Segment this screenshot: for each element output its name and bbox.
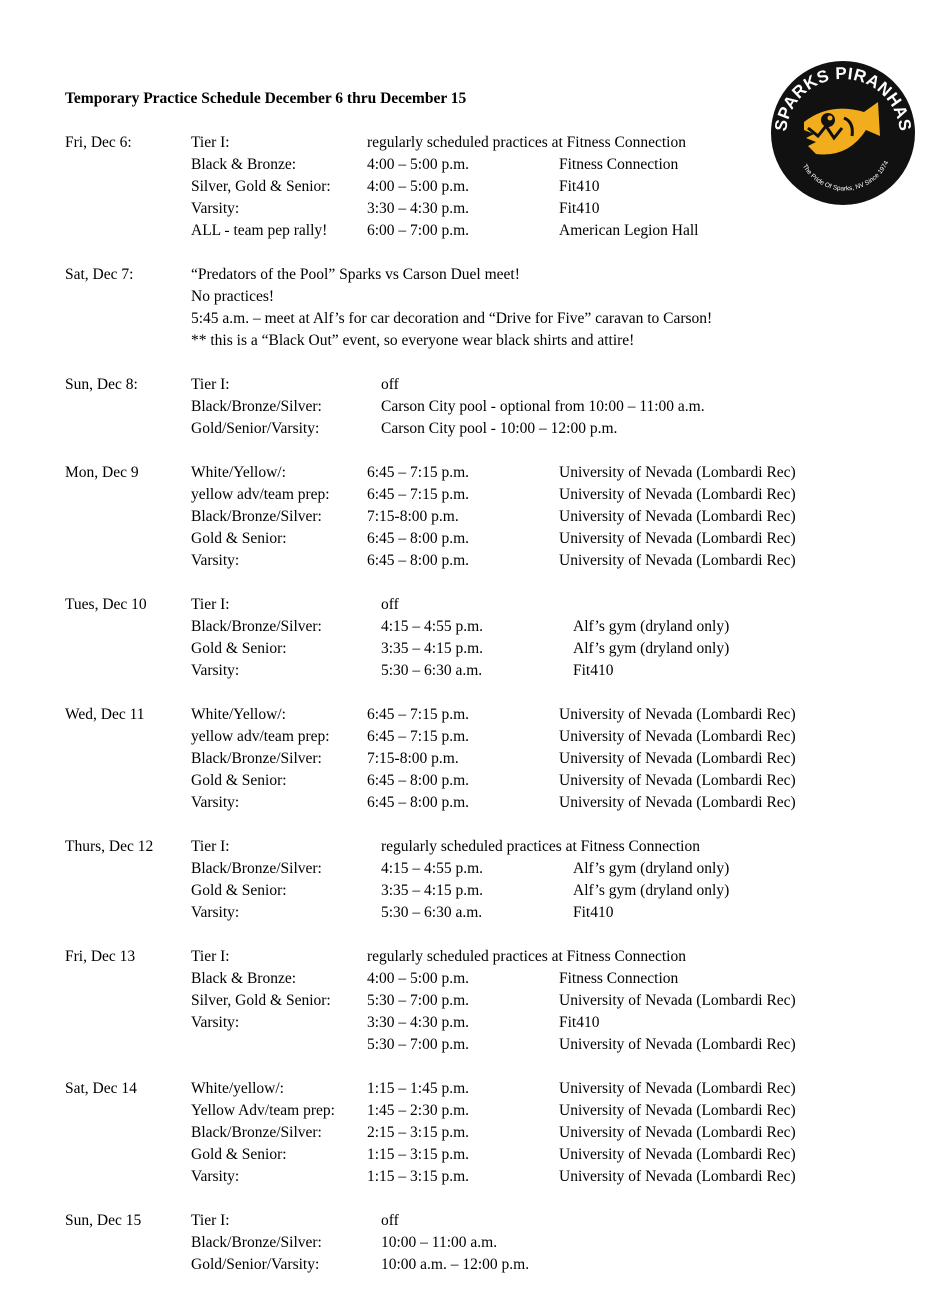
group-name: Black/Bronze/Silver:: [191, 398, 322, 415]
group-name: Tier I:: [191, 838, 230, 855]
schedule-row: [65, 902, 925, 924]
day-note: No practices!: [191, 288, 275, 305]
practice-time: Carson City pool - optional from 10:00 – 11:00 a.m.: [381, 398, 705, 415]
schedule-row: [65, 594, 925, 616]
practice-time: 5:30 – 7:00 p.m.: [367, 992, 470, 1009]
page-title: Temporary Practice Schedule December 6 thru December 15: [65, 90, 467, 107]
schedule-row: [65, 880, 925, 902]
practice-location: University of Nevada (Lombardi Rec): [559, 508, 796, 525]
schedule-row: [65, 836, 925, 858]
schedule-row: [65, 1232, 925, 1254]
practice-time: 6:45 – 8:00 p.m.: [367, 552, 470, 569]
day-label: Tues, Dec 10: [65, 596, 147, 613]
schedule-row: [65, 528, 925, 550]
group-name: Gold & Senior:: [191, 882, 287, 899]
group-name: Gold & Senior:: [191, 1146, 287, 1163]
group-name: Black/Bronze/Silver:: [191, 508, 322, 525]
group-name: Gold/Senior/Varsity:: [191, 1256, 320, 1273]
group-name: Gold/Senior/Varsity:: [191, 420, 320, 437]
practice-location: University of Nevada (Lombardi Rec): [559, 794, 796, 811]
practice-location: University of Nevada (Lombardi Rec): [559, 1146, 796, 1163]
schedule-row: [65, 792, 925, 814]
day-block: [65, 374, 925, 440]
practice-time: 2:15 – 3:15 p.m.: [367, 1124, 470, 1141]
practice-location: Fitness Connection: [559, 970, 679, 987]
schedule-row: [65, 286, 925, 308]
practice-time: 10:00 a.m. – 12:00 p.m.: [381, 1256, 530, 1273]
practice-time: 1:45 – 2:30 p.m.: [367, 1102, 470, 1119]
schedule-row: [65, 638, 925, 660]
practice-time: 5:30 – 7:00 p.m.: [367, 1036, 470, 1053]
day-label: Sun, Dec 15: [65, 1212, 142, 1229]
group-name: Varsity:: [191, 904, 240, 921]
schedule-row: [65, 968, 925, 990]
day-block: [65, 704, 925, 814]
practice-time: 6:45 – 8:00 p.m.: [367, 530, 470, 547]
practice-time: 7:15-8:00 p.m.: [367, 750, 459, 767]
schedule-row: [65, 462, 925, 484]
practice-location: University of Nevada (Lombardi Rec): [559, 706, 796, 723]
group-name: yellow adv/team prep:: [191, 728, 330, 745]
practice-time: 4:00 – 5:00 p.m.: [367, 178, 470, 195]
schedule-row: [65, 1210, 925, 1232]
practice-location: Alf’s gym (dryland only): [573, 860, 730, 877]
day-label: Fri, Dec 6:: [65, 134, 132, 151]
practice-location: University of Nevada (Lombardi Rec): [559, 1102, 796, 1119]
practice-time: regularly scheduled practices at Fitness Connection: [381, 838, 700, 855]
day-label: Wed, Dec 11: [65, 706, 145, 723]
practice-location: University of Nevada (Lombardi Rec): [559, 530, 796, 547]
schedule-row: [65, 990, 925, 1012]
day-note: “Predators of the Pool” Sparks vs Carson Duel meet!: [191, 266, 520, 283]
practice-location: University of Nevada (Lombardi Rec): [559, 552, 796, 569]
schedule-row: [65, 1012, 925, 1034]
group-name: Varsity:: [191, 552, 240, 569]
practice-time: 3:30 – 4:30 p.m.: [367, 200, 470, 217]
group-name: Silver, Gold & Senior:: [191, 178, 331, 195]
practice-time: regularly scheduled practices at Fitness Connection: [367, 948, 686, 965]
group-name: Black/Bronze/Silver:: [191, 1124, 322, 1141]
schedule-row: [65, 550, 925, 572]
practice-time: regularly scheduled practices at Fitness Connection: [367, 134, 686, 151]
group-name: Black/Bronze/Silver:: [191, 750, 322, 767]
practice-location: University of Nevada (Lombardi Rec): [559, 1124, 796, 1141]
practice-time: off: [381, 376, 399, 393]
schedule-row: [65, 748, 925, 770]
schedule-row: [65, 660, 925, 682]
schedule-row: [65, 154, 925, 176]
group-name: White/Yellow/:: [191, 464, 286, 481]
group-name: Gold & Senior:: [191, 640, 287, 657]
schedule-row: [65, 330, 925, 352]
practice-location: Fit410: [559, 178, 600, 195]
practice-time: 1:15 – 1:45 p.m.: [367, 1080, 470, 1097]
group-name: Tier I:: [191, 376, 230, 393]
schedule-row: [65, 220, 925, 242]
day-note: 5:45 a.m. – meet at Alf’s for car decoration and “Drive for Five” caravan to Carson!: [191, 310, 713, 327]
day-label: Sun, Dec 8:: [65, 376, 138, 393]
schedule-row: [65, 858, 925, 880]
group-name: Black/Bronze/Silver:: [191, 1234, 322, 1251]
group-name: Black & Bronze:: [191, 970, 297, 987]
practice-time: 1:15 – 3:15 p.m.: [367, 1146, 470, 1163]
practice-time: 6:45 – 7:15 p.m.: [367, 464, 470, 481]
schedule-row: [65, 418, 925, 440]
practice-schedule: [65, 132, 925, 1298]
group-name: Varsity:: [191, 662, 240, 679]
day-block: [65, 836, 925, 924]
day-note: ** this is a “Black Out” event, so everyone wear black shirts and attire!: [191, 332, 635, 349]
practice-location: Alf’s gym (dryland only): [573, 618, 730, 635]
schedule-row: [65, 396, 925, 418]
day-block: [65, 264, 925, 352]
group-name: Varsity:: [191, 200, 240, 217]
group-name: Gold & Senior:: [191, 772, 287, 789]
group-name: Varsity:: [191, 794, 240, 811]
day-label: Fri, Dec 13: [65, 948, 136, 965]
schedule-row: [65, 770, 925, 792]
logo-name: SPARKS PIRANHAS: [771, 63, 915, 133]
practice-time: 6:45 – 7:15 p.m.: [367, 486, 470, 503]
day-label: Mon, Dec 9: [65, 464, 139, 481]
practice-time: 6:45 – 8:00 p.m.: [367, 794, 470, 811]
practice-location: Fit410: [559, 1014, 600, 1031]
schedule-row: [65, 308, 925, 330]
practice-time: 5:30 – 6:30 a.m.: [381, 904, 483, 921]
practice-location: Fit410: [573, 904, 614, 921]
practice-location: University of Nevada (Lombardi Rec): [559, 1036, 796, 1053]
schedule-row: [65, 1254, 925, 1276]
group-name: Black/Bronze/Silver:: [191, 618, 322, 635]
schedule-row: [65, 198, 925, 220]
practice-location: University of Nevada (Lombardi Rec): [559, 772, 796, 789]
practice-time: 6:45 – 7:15 p.m.: [367, 706, 470, 723]
schedule-row: [65, 1100, 925, 1122]
schedule-row: [65, 132, 925, 154]
schedule-row: [65, 506, 925, 528]
group-name: Yellow Adv/team prep:: [191, 1102, 335, 1119]
schedule-row: [65, 1144, 925, 1166]
group-name: White/yellow/:: [191, 1080, 284, 1097]
practice-location: Alf’s gym (dryland only): [573, 640, 730, 657]
practice-time: 3:35 – 4:15 p.m.: [381, 882, 484, 899]
practice-location: University of Nevada (Lombardi Rec): [559, 750, 796, 767]
group-name: Varsity:: [191, 1014, 240, 1031]
group-name: yellow adv/team prep:: [191, 486, 330, 503]
practice-time: 4:00 – 5:00 p.m.: [367, 970, 470, 987]
schedule-row: [65, 176, 925, 198]
group-name: Varsity:: [191, 1168, 240, 1185]
practice-location: Fit410: [573, 662, 614, 679]
day-block: [65, 1078, 925, 1188]
logo-tagline: The Pride Of Sparks, NV Since 1974: [800, 159, 891, 193]
practice-location: American Legion Hall: [559, 222, 699, 239]
practice-time: 4:15 – 4:55 p.m.: [381, 618, 484, 635]
day-block: [65, 462, 925, 572]
schedule-row: [65, 1034, 925, 1056]
practice-time: 3:35 – 4:15 p.m.: [381, 640, 484, 657]
group-name: Gold & Senior:: [191, 530, 287, 547]
schedule-row: [65, 484, 925, 506]
group-name: Black/Bronze/Silver:: [191, 860, 322, 877]
practice-location: Fitness Connection: [559, 156, 679, 173]
schedule-row: [65, 374, 925, 396]
practice-time: 6:45 – 7:15 p.m.: [367, 728, 470, 745]
schedule-row: [65, 1078, 925, 1100]
group-name: Tier I:: [191, 134, 230, 151]
practice-time: 6:45 – 8:00 p.m.: [367, 772, 470, 789]
practice-location: University of Nevada (Lombardi Rec): [559, 464, 796, 481]
group-name: White/Yellow/:: [191, 706, 286, 723]
schedule-row: [65, 726, 925, 748]
practice-time: Carson City pool - 10:00 – 12:00 p.m.: [381, 420, 618, 437]
practice-time: off: [381, 596, 399, 613]
group-name: ALL - team pep rally!: [191, 222, 328, 239]
practice-time: 4:15 – 4:55 p.m.: [381, 860, 484, 877]
practice-location: University of Nevada (Lombardi Rec): [559, 992, 796, 1009]
practice-time: 7:15-8:00 p.m.: [367, 508, 459, 525]
day-block: [65, 1210, 925, 1276]
practice-time: off: [381, 1212, 399, 1229]
practice-location: University of Nevada (Lombardi Rec): [559, 1168, 796, 1185]
schedule-row: [65, 264, 925, 286]
schedule-row: [65, 616, 925, 638]
group-name: Silver, Gold & Senior:: [191, 992, 331, 1009]
day-block: [65, 594, 925, 682]
practice-location: University of Nevada (Lombardi Rec): [559, 728, 796, 745]
day-block: [65, 946, 925, 1056]
schedule-row: [65, 1166, 925, 1188]
day-block: [65, 132, 925, 242]
schedule-row: [65, 1122, 925, 1144]
practice-time: 1:15 – 3:15 p.m.: [367, 1168, 470, 1185]
practice-location: Fit410: [559, 200, 600, 217]
day-label: Thurs, Dec 12: [65, 838, 154, 855]
practice-time: 4:00 – 5:00 p.m.: [367, 156, 470, 173]
practice-time: 6:00 – 7:00 p.m.: [367, 222, 470, 239]
day-label: Sat, Dec 7:: [65, 266, 134, 283]
schedule-row: [65, 704, 925, 726]
group-name: Tier I:: [191, 596, 230, 613]
practice-time: 10:00 – 11:00 a.m.: [381, 1234, 498, 1251]
group-name: Tier I:: [191, 1212, 230, 1229]
practice-location: University of Nevada (Lombardi Rec): [559, 486, 796, 503]
practice-location: University of Nevada (Lombardi Rec): [559, 1080, 796, 1097]
day-label: Sat, Dec 14: [65, 1080, 137, 1097]
practice-time: 5:30 – 6:30 a.m.: [381, 662, 483, 679]
practice-location: Alf’s gym (dryland only): [573, 882, 730, 899]
group-name: Black & Bronze:: [191, 156, 297, 173]
practice-time: 3:30 – 4:30 p.m.: [367, 1014, 470, 1031]
schedule-row: [65, 946, 925, 968]
group-name: Tier I:: [191, 948, 230, 965]
